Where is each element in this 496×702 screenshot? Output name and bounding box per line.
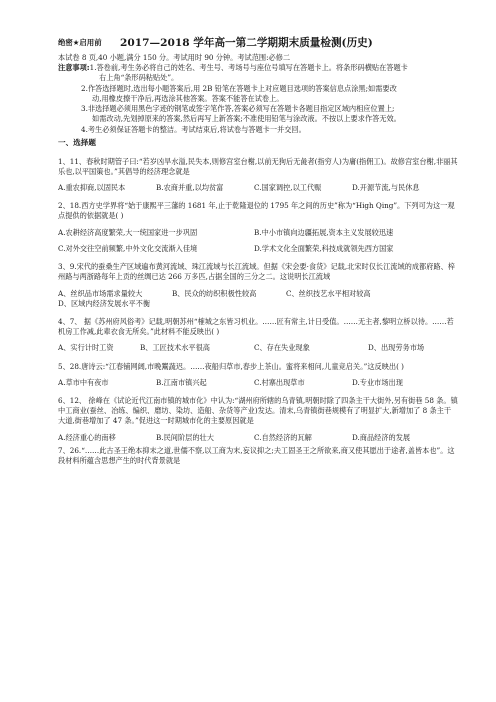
option-a[interactable]: A.重农抑商,以固民本 bbox=[58, 182, 126, 192]
options-row bbox=[58, 343, 458, 353]
option-b[interactable]: B.中小市镇向边疆拓展,资本主义发展较迅速 bbox=[254, 227, 394, 237]
option-b[interactable]: B、民众的纺织积极性较高 bbox=[172, 288, 257, 298]
question-stem: 7、26.“……此古圣王绝本抑末之道,世儒不察,以工商为末,妄议抑之;夫工固圣王之所欲来,商又使其愿出于途者,盖皆本也”。这段材料所蕴含思想产生的时代背景就是 bbox=[58, 445, 455, 466]
option-a[interactable]: A、实行计时工资 bbox=[58, 343, 114, 353]
option-b[interactable]: B、工匠技术水平很高 bbox=[140, 343, 210, 353]
note-2-cont: 动,用橡皮擦干净后,再选涂其他答案。答案不能答在试卷上。 bbox=[92, 93, 284, 103]
option-c[interactable]: C、丝织技艺水平相对较高 bbox=[286, 288, 371, 298]
option-c[interactable]: C.自然经济的瓦解 bbox=[254, 432, 312, 442]
question-3 bbox=[58, 262, 458, 309]
note-1-text: 1.答卷前,考生务必将自己的姓名、考生号、考场号与座位号填写在答题卡上。将条形码横贴在答题卡 bbox=[89, 63, 408, 73]
option-b[interactable]: B.农商并重,以均贫富 bbox=[156, 182, 224, 192]
question-7 bbox=[58, 446, 458, 466]
question-1 bbox=[58, 157, 458, 194]
note-1-cont: 右上角“条形码粘贴处”。 bbox=[99, 73, 179, 83]
question-4 bbox=[58, 317, 458, 354]
option-c[interactable]: C、存在失业现象 bbox=[254, 343, 310, 353]
section-heading: 一、选择题 bbox=[58, 137, 96, 147]
question-stem: 4、7、 据《苏州府风俗考》记载,明朝苏州“榷城之东皆习机业。……匠有常主,计日受值。……无主者,黎明立桥以待。……若机房工作减,此辈衣食无所矣。”此材料不能反映出( ) bbox=[58, 316, 454, 337]
option-b[interactable]: B.民间阶层的壮大 bbox=[156, 432, 214, 442]
option-a[interactable]: A.经济重心的南移 bbox=[58, 432, 116, 442]
question-stem: 6、12、 徐峰在《试论近代江南市镇的城市化》中认为:“湖州府所辖的乌青镇,明朝时除了四条主干大街外,另有街巷 58 条。镇中工商业(蚕丝、冶练、编织、磨坊、染坊、造船、杂货等产业)发达。清末,乌青镇街巷规模有了明显扩大,新增加了 8 条主干大道,街巷增加了 47 条。”促进这一时期城市化的主要原因就是 bbox=[58, 396, 458, 426]
option-c[interactable]: C.村寨出现草市 bbox=[254, 377, 305, 387]
options-row bbox=[58, 183, 458, 193]
note-4: 4.考生必须保证答题卡的整洁。考试结束后,将试卷与答题卡一并交回。 bbox=[81, 124, 306, 134]
question-stem: 2、18.西方史学界将“始于康熙平三藩的 1681 年,止于乾隆退位的 1795 年之间的历史”称为“High Qing”。下列可为这一观点提供的依据就是( ) bbox=[58, 201, 455, 221]
option-b[interactable]: B.江南市镇兴起 bbox=[156, 377, 207, 387]
note-3-cont: 如需改动,先划掉原来的答案,然后再写上新答案;不准使用铅笔与涂改液。不按以上要求作答无效。 bbox=[92, 114, 401, 124]
options-row bbox=[58, 378, 458, 388]
question-stem: 5、28.唐诗云:“江春铺网阔,市晚鬻蔬迟。……夜船归草市,春步上茶山。蜜将来相问,儿童竞启关。”这反映出( ) bbox=[58, 361, 404, 371]
options-row bbox=[58, 289, 458, 299]
question-6 bbox=[58, 396, 458, 443]
option-d[interactable]: D.学术文化全面繁荣,科技成就领先西方国家 bbox=[254, 243, 394, 253]
options-row bbox=[58, 433, 458, 443]
question-stem: 1、11、春秋时期管子曰:“若岁凶旱水溢,民失本,则修宫室台榭,以前无狗后无彘者(指穷人)为庸(指佣工)。故修宫室台榭,非丽其乐也,以平国策也。”其倡导的经济理念就是 bbox=[58, 156, 458, 176]
options-row bbox=[58, 244, 458, 254]
question-2 bbox=[58, 201, 458, 254]
option-a[interactable]: A.草市中有夜市 bbox=[58, 377, 109, 387]
exam-info: 本试卷 8 页,40 小题,满分 150 分。考试用时 90 分钟。考试范围:必修二 bbox=[58, 53, 291, 62]
exam-header bbox=[58, 36, 458, 50]
note-1 bbox=[58, 63, 458, 73]
option-d[interactable]: D.商品经济的发展 bbox=[352, 432, 411, 442]
note-3: 3.非选择题必须用黑色字迹的钢笔或签字笔作答,答案必须写在答题卡各题目指定区域内相应位置上; bbox=[81, 104, 395, 114]
exam-page bbox=[58, 36, 458, 466]
question-stem: 3、9.宋代的蚕桑生产区域遍布黄河流域、珠江流域与长江流域。但据《宋会要·食货》记载,北宋时仅长江流域的成都府路、梓州路与两浙路每年上贡的丝绸已达 266 万多匹,占据全国的三分之二。这说明长江流域 bbox=[58, 262, 455, 282]
option-a[interactable]: A.农耕经济高度繁荣,大一统国家进一步巩固 bbox=[58, 227, 198, 237]
option-d[interactable]: D.专业市场出现 bbox=[352, 377, 403, 387]
option-d[interactable]: D、出现劳务市场 bbox=[368, 343, 425, 353]
question-5 bbox=[58, 362, 458, 388]
note-2: 2.作答选择题时,选出每小题答案后,用 2B 铅笔在答题卡上对应题目选项的答案信息点涂黑;如需要改 bbox=[81, 83, 397, 93]
options-row bbox=[58, 228, 458, 238]
confidential-mark: 绝密★启用前 bbox=[58, 38, 102, 47]
option-c[interactable]: C.国家调控,以工代赈 bbox=[254, 182, 322, 192]
option-d[interactable]: D.开源节流,与民休息 bbox=[352, 182, 420, 192]
option-a[interactable]: A、丝织品市场需求量较大 bbox=[58, 288, 143, 298]
notes-label: 注意事项: bbox=[58, 63, 90, 73]
option-c[interactable]: C.对外交往空前频繁,中外文化交流渐入佳境 bbox=[58, 243, 198, 253]
exam-title: 2017—2018 学年高一第二学期期末质量检测(历史) bbox=[120, 37, 373, 49]
option-d[interactable]: D、区域内经济发展水平不衡 bbox=[58, 298, 151, 308]
